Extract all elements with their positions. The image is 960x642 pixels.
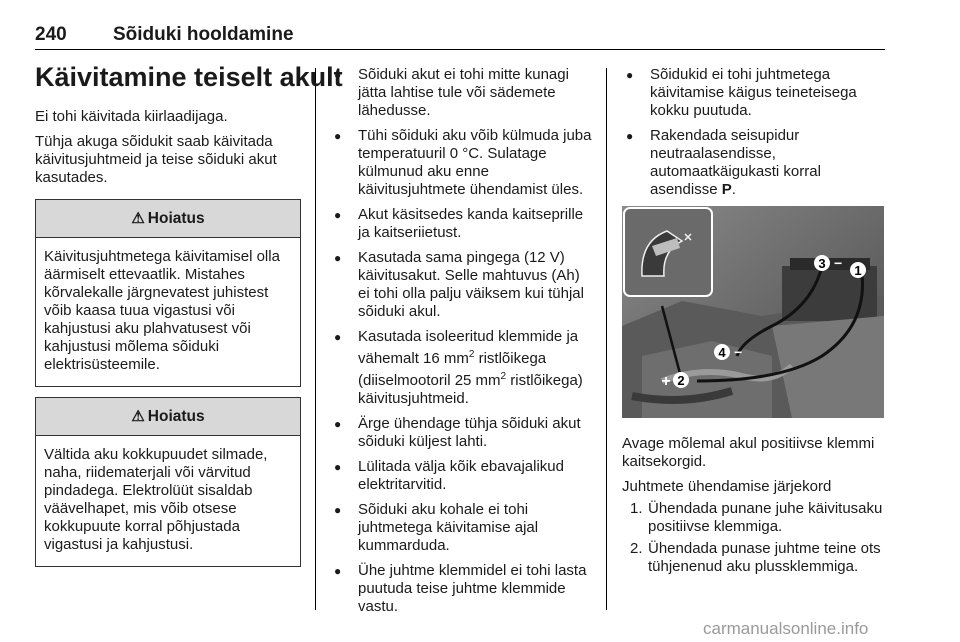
- minus-sign: −: [834, 255, 843, 271]
- column-2: [330, 66, 595, 623]
- page-title: Käivitamine teiselt akult: [35, 62, 343, 92]
- step-number: 1.: [630, 500, 643, 517]
- callout-label: 4: [718, 345, 726, 360]
- jump-start-illustration: [622, 206, 884, 418]
- page-header: [35, 20, 885, 50]
- list-item-text: Kasutada isoleeritud klemmide ja vähemalt 16 mm: [358, 328, 579, 367]
- warning-header: [36, 398, 300, 436]
- step-text: Ühendada punase juhtme teine ots tühjenenud aku plussklemmiga.: [648, 540, 881, 575]
- list-item-text: ristlõikega) käivitusjuhtmeid.: [358, 372, 583, 407]
- list-item: ● Tühi sõiduki aku võib külmuda juba temperatuuril 0 °C. Sulatage külmunud aku enne käivitusjuhtmete ühendamist üles.: [330, 127, 595, 199]
- warning-box: [35, 199, 301, 387]
- list-item: ● Sõiduki akut ei tohi mitte kunagi jätta lahtise tule või sädemete lähedusse.: [330, 66, 595, 120]
- list-item: [330, 328, 595, 408]
- list-item: [630, 540, 884, 576]
- list-item-text: ristlõikega (diiselmootoril 25 mm: [358, 350, 547, 389]
- step-number: 2.: [630, 540, 643, 557]
- list-item: ● Sõidukid ei tohi juhtmetega käivitamise käigus teineteisega kokku puutuda.: [622, 66, 884, 120]
- list-item: ● Lülitada välja kõik ebavajalikud elektritarvitid.: [330, 458, 595, 494]
- step-text: Ühendada punane juhe käivitusaku positiivse klemmiga.: [648, 500, 883, 535]
- list-item: ● Akut käsitsedes kanda kaitseprille ja kaitseriietust.: [330, 206, 595, 242]
- plus-sign: +: [661, 373, 671, 390]
- section-title: Sõiduki hooldamine: [113, 24, 294, 45]
- intro-paragraph: Tühja akuga sõidukit saab käivitada käivitusjuhtmeid ja teise sõiduki akut kasutades.: [35, 133, 277, 186]
- column-divider: [606, 68, 607, 610]
- intro-paragraph: Ei tohi käivitada kiirlaadijaga.: [35, 108, 228, 125]
- warning-title: Hoiatus: [147, 407, 205, 425]
- warning-text: Käivitusjuhtmetega käivitamisel olla äärmiselt ettevaatlik. Mistahes kõrvalekalle järgnevatest juhistest võib kaasa tuua vigastusi või kahjustusi aku plahvatusest või kahjustusi mõlema sõiduki elektrisüsteemile.: [44, 248, 280, 373]
- warning-title: Hoiatus: [147, 209, 205, 227]
- warning-text: Vältida aku kokkupuudet silmade, naha, riidematerjali või värvitud pindadega. Elektrolüüt sisaldab väävelhapet, mis võib otsese kokkupuute korral põhjustada vigastusi ja kahjustusi.: [44, 446, 268, 553]
- precaution-list: [622, 66, 884, 199]
- warning-triangle-icon: ⚠: [131, 209, 145, 227]
- list-item-text: .: [731, 181, 736, 198]
- callout-label: 1: [854, 263, 862, 278]
- list-item: ● Ühe juhtme klemmidel ei tohi lasta puutuda teise juhtme klemmide vastu.: [330, 562, 595, 616]
- column-1: [35, 108, 301, 567]
- warning-header: [36, 200, 300, 238]
- list-item: ● Sõiduki aku kohale ei tohi juhtmetega käivitamise ajal kummarduda.: [330, 501, 595, 555]
- superscript: 2: [468, 349, 475, 360]
- body-paragraph: Juhtmete ühendamise järjekord: [622, 478, 832, 495]
- callout-label: 2: [677, 373, 685, 388]
- column-3: [622, 66, 884, 580]
- cross-mark: ✕: [683, 232, 693, 244]
- page-number: 240: [35, 24, 67, 45]
- superscript: 2: [500, 371, 507, 382]
- warning-box: [35, 397, 301, 567]
- list-item-text: Rakendada seisupidur neutraalasendisse, automaatkäigukasti korral asendisse: [650, 127, 821, 198]
- list-item: ● Kasutada sama pingega (12 V) käivitusakut. Selle mahtuvus (Ah) ei tohi olla palju väiksem kui tühjal sõiduki akul.: [330, 249, 595, 321]
- watermark: carmanualsonline.info: [703, 619, 869, 638]
- warning-triangle-icon: ⚠: [131, 407, 145, 425]
- minus-sign: −: [734, 344, 743, 360]
- column-divider: [315, 68, 316, 610]
- gear-position: P: [721, 181, 732, 198]
- body-paragraph: Avage mõlemal akul positiivse klemmi kaitsekorgid.: [622, 435, 875, 470]
- steps-list: [630, 500, 884, 576]
- precaution-list: [330, 66, 595, 616]
- list-item: [630, 500, 884, 536]
- list-item: [622, 127, 884, 199]
- callout-label: 3: [818, 256, 826, 271]
- list-item: ● Ärge ühendage tühja sõiduki akut sõiduki küljest lahti.: [330, 415, 595, 451]
